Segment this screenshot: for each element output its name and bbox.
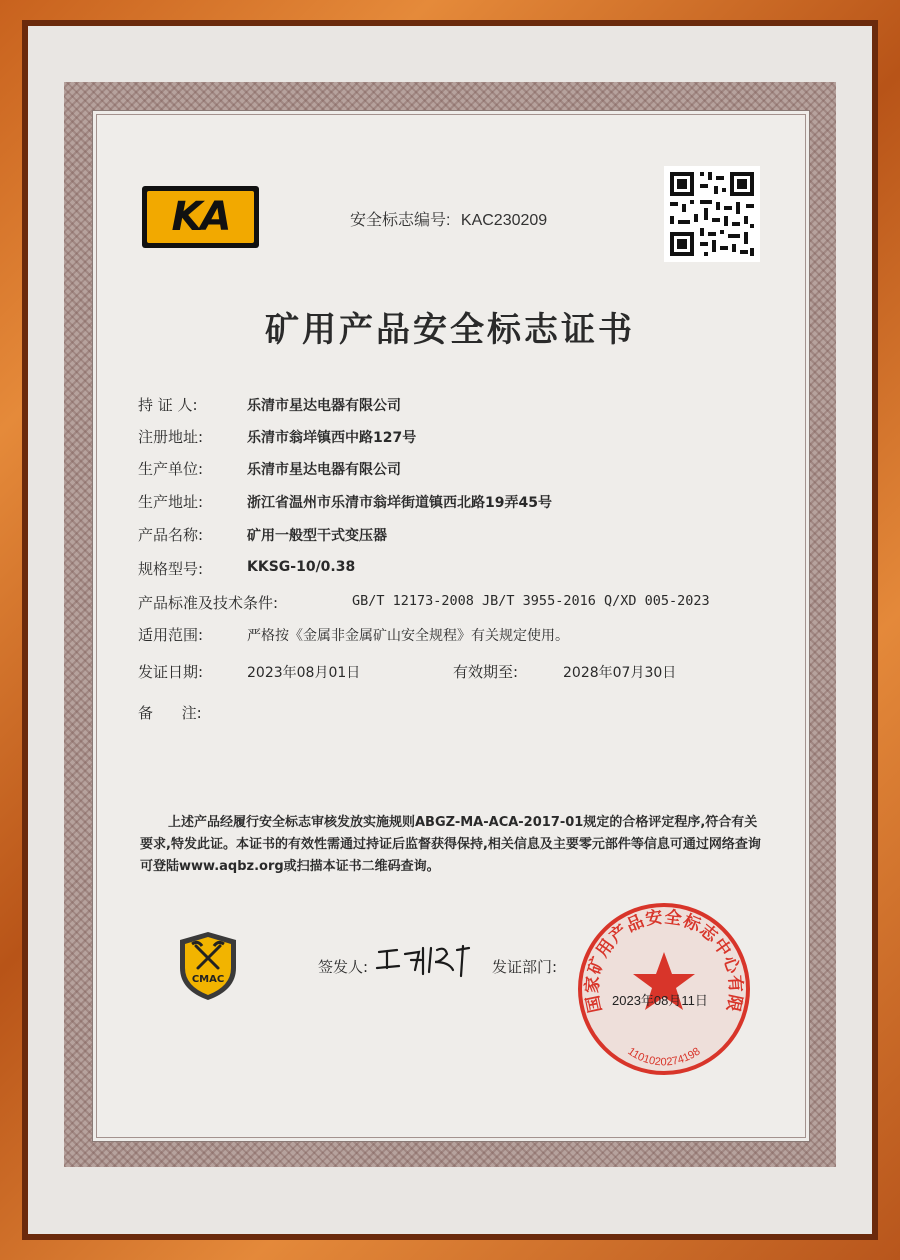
signature: [375, 940, 475, 980]
holder-value: 乐清市星达电器有限公司: [247, 398, 401, 414]
product-name-label: 产品名称:: [138, 526, 204, 544]
product-name-value: 矿用一般型干式变压器: [247, 528, 387, 544]
model-value: KKSG-10/0.38: [247, 559, 356, 575]
svg-text:1101020274198: 1101020274198: [625, 1045, 703, 1069]
scope-value: 严格按《金属非金属矿山安全规程》有关规定使用。: [247, 628, 569, 644]
serial-label: 安全标志编号:: [350, 212, 451, 229]
seal-issue-date: 2023年08月11日: [612, 993, 708, 1008]
signer-label: 签发人:: [318, 958, 369, 976]
remarks-label: 备 注:: [138, 704, 202, 722]
certificate-title: 矿用产品安全标志证书: [265, 310, 635, 350]
valid-until-value: 2028年07月30日: [563, 665, 677, 681]
manufacturer-value: 乐清市星达电器有限公司: [247, 462, 401, 478]
model-label: 规格型号:: [138, 560, 204, 578]
valid-until-label: 有效期至:: [453, 663, 519, 681]
standards-label: 产品标准及技术条件:: [138, 594, 279, 612]
prod-address-value: 浙江省温州市乐清市翁垟街道镇西北路19弄45号: [247, 495, 552, 511]
serial-value: KAC230209: [460, 212, 548, 229]
issue-date-label: 发证日期:: [138, 663, 204, 681]
holder-label: 持 证 人:: [138, 396, 198, 414]
svg-text:安标国家矿用产品安全标志中心有限公司: 国家矿用产品安全标志中心有限: [582, 907, 746, 1015]
cmac-logo: [176, 930, 240, 1002]
reg-address-label: 注册地址:: [138, 428, 204, 446]
certificate-statement: 上述产品经履行安全标志审核发放实施规则ABGZ-MA-ACA-2017-01规定的合格评定程序,符合有关要求,特发此证。本证书的有效性需通过持证后监督获得保持,相关信息及主要零元部件等信息可通过网络查询可登陆www.aqbz.org或扫描本证书二维码查询。: [140, 815, 761, 874]
cmac-text: CMAC: [191, 974, 225, 985]
official-seal: [575, 900, 753, 1078]
scope-label: 适用范围:: [138, 626, 204, 644]
ka-logo: [142, 186, 259, 248]
manufacturer-label: 生产单位:: [138, 460, 204, 478]
ka-logo-text: KA: [147, 191, 254, 243]
serial-number: [350, 207, 547, 230]
department-label: 发证部门:: [492, 958, 558, 976]
reg-address-value: 乐清市翁垟镇西中路127号: [247, 430, 417, 446]
prod-address-label: 生产地址:: [138, 493, 204, 511]
qr-code-icon: [664, 166, 760, 262]
issue-date-value: 2023年08月01日: [247, 665, 361, 681]
standards-value: GB/T 12173-2008 JB/T 3955-2016 Q/XD 005-2023: [352, 593, 710, 609]
